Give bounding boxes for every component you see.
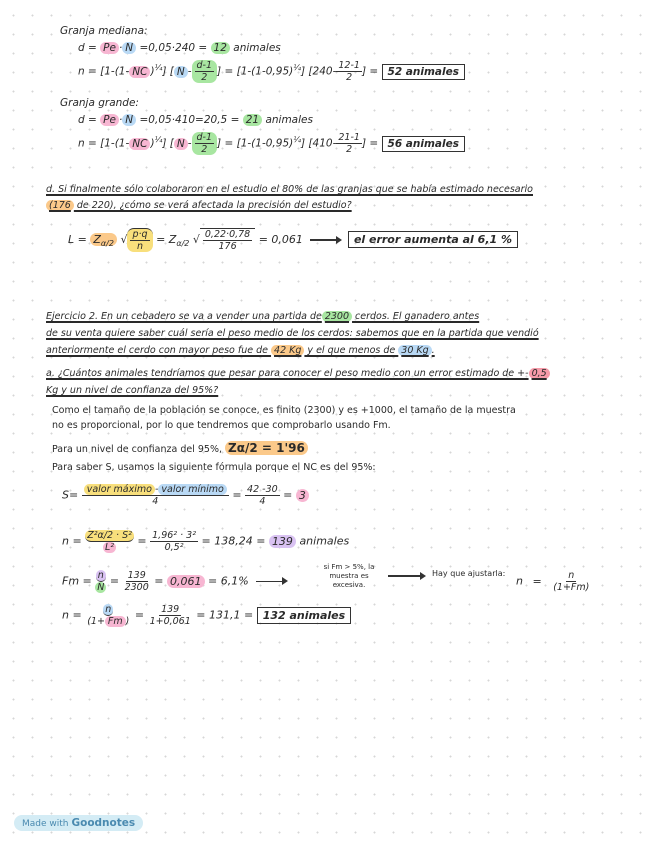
granja-mediana-title: Granja mediana: (60, 25, 148, 37)
fraction (551, 570, 591, 593)
bracket: ] [ (162, 137, 174, 150)
fraction (200, 228, 255, 252)
sqrt-symbol: √ (192, 233, 200, 246)
fraction (85, 530, 134, 553)
goodnotes-badge (14, 815, 143, 831)
eq-lhs: n = [1-(1- (78, 137, 130, 150)
text: ) (125, 616, 130, 627)
numerator: d-1 (196, 132, 213, 143)
question-d-line2 (46, 199, 352, 213)
eq: = (109, 574, 120, 588)
made-with-text: Made with (22, 819, 69, 829)
numerator: 1,96² · 3² (152, 530, 197, 541)
denominator: 2 (201, 72, 208, 83)
eq: = Z (156, 233, 177, 246)
eq-lhs: n = [1-(1- (78, 65, 130, 78)
eq: = (283, 488, 293, 502)
subscript: α/2 (176, 239, 190, 249)
d-fraction (192, 132, 218, 155)
calc: ] [410- (301, 137, 337, 150)
z-highlight (90, 233, 117, 249)
minus: - (187, 137, 192, 150)
numerator: Z²α/2 · S² (87, 530, 132, 541)
text: anteriormente el cerdo con mayor peso fue de (46, 345, 272, 356)
granja-mediana-d-line (78, 41, 281, 55)
n-highlight: N (122, 42, 136, 54)
explanation-line4: Para saber S, usamos la siguiente fórmula porque el NC es del 95%: (52, 462, 376, 473)
fm-note: si Fm > 5%, la muestra es excesiva. (323, 563, 375, 589)
result-box: 132 animales (257, 607, 351, 624)
ejercicio2-line1 (46, 310, 479, 324)
formula-final (62, 604, 351, 627)
eq: = (137, 534, 147, 548)
question-a-line2: Kg y un nivel de confianza del 95%? (46, 385, 219, 396)
explanation-line3 (52, 441, 308, 457)
denominator: 1+0,061 (149, 616, 191, 627)
subscript: α/2 (100, 239, 114, 249)
sqrt-symbol: √ (120, 233, 128, 246)
dot: · (118, 42, 123, 54)
formula-S (62, 484, 309, 507)
dot: · (118, 114, 123, 126)
adjust-formula (516, 570, 591, 593)
question-a-line1 (46, 367, 550, 381)
pe-highlight: Pe (100, 42, 119, 54)
calc: ] = (361, 65, 379, 78)
numerator: n (568, 570, 575, 581)
unit: animales (265, 114, 313, 126)
denominator (85, 616, 131, 627)
denominator: L² (105, 542, 115, 553)
eq-lhs: d = (78, 114, 97, 126)
numerator: n (105, 604, 112, 615)
minus: - (187, 65, 192, 78)
fm-highlight: Fm (105, 616, 126, 627)
result-box: 52 animales (382, 64, 465, 80)
eq: = (154, 574, 164, 588)
range-fraction (82, 484, 229, 507)
n-highlight: N (174, 66, 188, 78)
calc: ] [240- (301, 65, 337, 78)
denominator: 4 (259, 496, 266, 507)
fraction (336, 132, 362, 155)
eq-lhs: d = (78, 42, 97, 54)
granja-grande-title: Granja grande: (60, 97, 139, 109)
eq-lhs: n = (62, 608, 82, 622)
granja-mediana-n-line: n = [1-(1- NC )$^{\frac{1}{4}}$] [ N - $\frac{d-1}{2}$ ] = $[1-(1-0,95)^{\frac{1}{4}}]$ [240- $\frac{12-1}{2}$ ] = 52 animales (78, 60, 465, 83)
fraction (150, 530, 198, 553)
calc: = 138,24 = (201, 534, 266, 548)
numerator: 42 -30 (247, 484, 278, 495)
eq-lhs: Fm = (62, 574, 92, 588)
denominator: (1+Fm) (553, 582, 590, 593)
population-highlight: 2300 (322, 311, 352, 322)
bracket: ] (217, 65, 222, 78)
s-result: 3 (296, 489, 309, 502)
denominator: 2300 (124, 582, 149, 593)
denominator: n (137, 241, 144, 252)
denominator: 176 (218, 241, 237, 252)
numerator: 139 (127, 570, 146, 581)
exponent: ¼ (154, 135, 163, 144)
minus: - (154, 484, 159, 495)
eq-lhs: L = (68, 233, 87, 246)
conclusion-box: el error aumenta al 6,1 % (348, 231, 518, 248)
max-weight-highlight: 42 Kg (271, 345, 304, 356)
text: Para un nivel de confianza del 95%, (52, 444, 222, 455)
fraction (85, 604, 131, 627)
pq-fraction (127, 228, 152, 252)
fraction (336, 60, 362, 83)
calc: =0,05·240 = (139, 42, 208, 54)
denominator: 2 (201, 144, 208, 155)
calc: =0,05·410=20,5 = (139, 114, 240, 126)
eq-lhs: n = (62, 534, 82, 548)
arrow-right-icon (388, 575, 424, 577)
eq: = (532, 574, 542, 588)
formula-n (62, 530, 349, 553)
denominator: 4 (152, 496, 159, 507)
fraction (245, 484, 280, 507)
numerator: 12-1 (338, 60, 360, 71)
formula-Fm (62, 570, 290, 593)
bracket: ] (217, 137, 222, 150)
numerator: p·q (132, 229, 148, 240)
denominator: N (97, 582, 105, 593)
d-result: 12 (211, 42, 230, 54)
numerator: 21-1 (338, 132, 360, 143)
fm-highlight: 0,061 (167, 575, 205, 588)
text: a. ¿Cuántos animales tendríamos que pesar para conocer el peso medio con un error estimado de +- (46, 368, 529, 379)
numerator: 0,22·0,78 (204, 229, 251, 240)
text: Ejercicio 2. En un cebadero se va a vender una partida de (46, 311, 322, 322)
numerator: n (97, 570, 104, 581)
pe-highlight: Pe (100, 114, 119, 126)
explanation-line2: no es proporcional, por lo que tendremos que comprobarlo usando Fm. (52, 420, 391, 431)
n-result: 139 (269, 535, 296, 548)
calc: = 131,1 = (196, 608, 254, 622)
max-value-highlight: valor máximo (84, 484, 155, 495)
question-d-line1: d. Si finalmente sólo colaboraron en el estudio el 80% de las granjas que se había estimado necesario (46, 184, 533, 195)
numerator: 139 (161, 604, 180, 615)
eq-lhs: n (516, 574, 523, 588)
fraction (95, 570, 106, 593)
nc-highlight: NC (129, 66, 150, 78)
exponent: ¼ (293, 135, 301, 144)
calc: = 6,1% (208, 574, 249, 588)
d-fraction (192, 60, 218, 83)
unit: animales (233, 42, 281, 54)
calc: = [1-(1-0,95) (224, 65, 294, 78)
z-value-highlight: Zα/2 = 1'96 (225, 441, 308, 455)
fm-adjust-text: Hay que ajustarla: (432, 569, 506, 578)
min-weight-highlight: 30 Kg (398, 345, 431, 356)
text: . (431, 345, 435, 356)
text: y el que menos de (304, 345, 399, 356)
eq: = (232, 488, 242, 502)
text: cerdos. El ganadero antes (352, 311, 480, 322)
arrow-right-icon (310, 239, 340, 241)
error-highlight: 0,5 (529, 368, 550, 379)
text: (1+ (87, 616, 105, 627)
result-box: 56 animales (382, 136, 465, 152)
fraction (123, 570, 151, 593)
d-result: 21 (243, 114, 262, 126)
calc: ] = (361, 137, 379, 150)
min-value-highlight: valor mínimo (158, 484, 226, 495)
fraction (148, 604, 193, 627)
ejercicio2-line2: de su venta quiere saber cuál sería el peso medio de los cerdos: sabemos que en la partida que vendió (46, 328, 539, 339)
goodnotes-logo: Goodnotes (71, 817, 136, 829)
result: = 0,061 (258, 233, 303, 246)
arrow-2 (384, 569, 428, 583)
ejercicio2-line3 (46, 344, 435, 358)
eq: = (134, 608, 145, 622)
n-highlight: N (174, 138, 188, 150)
exponent: ¼ (154, 63, 163, 72)
z-symbol: Z (93, 233, 101, 246)
granja-grande-n-line: n = [1-(1- NC )$^{\frac{1}{4}}$] [ N - $\frac{d-1}{2}$ ] = $[1-(1-0,95)^{\frac{1}{4}}]$ [410- $\frac{21-1}{2}$ ] = 56 animales (78, 132, 465, 155)
numerator: d-1 (196, 60, 213, 71)
formula-L (68, 228, 518, 252)
exponent: ¼ (293, 63, 301, 72)
denominator: 2 (346, 72, 353, 83)
eq-lhs: S= (62, 488, 79, 502)
bracket: ] [ (162, 65, 174, 78)
arrow-right-icon (256, 581, 286, 583)
explanation-line1: Como el tamaño de la población se conoce, es finito (2300) y es +1000, el tamaño de la muestra (52, 405, 516, 416)
nc-highlight: NC (129, 138, 150, 150)
granja-grande-d-line (78, 113, 313, 127)
question-text: de 220), ¿cómo se verá afectada la precisión del estudio? (73, 200, 352, 211)
unit: animales (299, 534, 350, 548)
denominator: 2 (346, 144, 353, 155)
denominator: 0,5² (164, 542, 184, 553)
calc: = [1-(1-0,95) (224, 137, 294, 150)
numerator (82, 484, 229, 496)
n-highlight: N (122, 114, 136, 126)
sample-highlight: (176 (46, 200, 74, 211)
